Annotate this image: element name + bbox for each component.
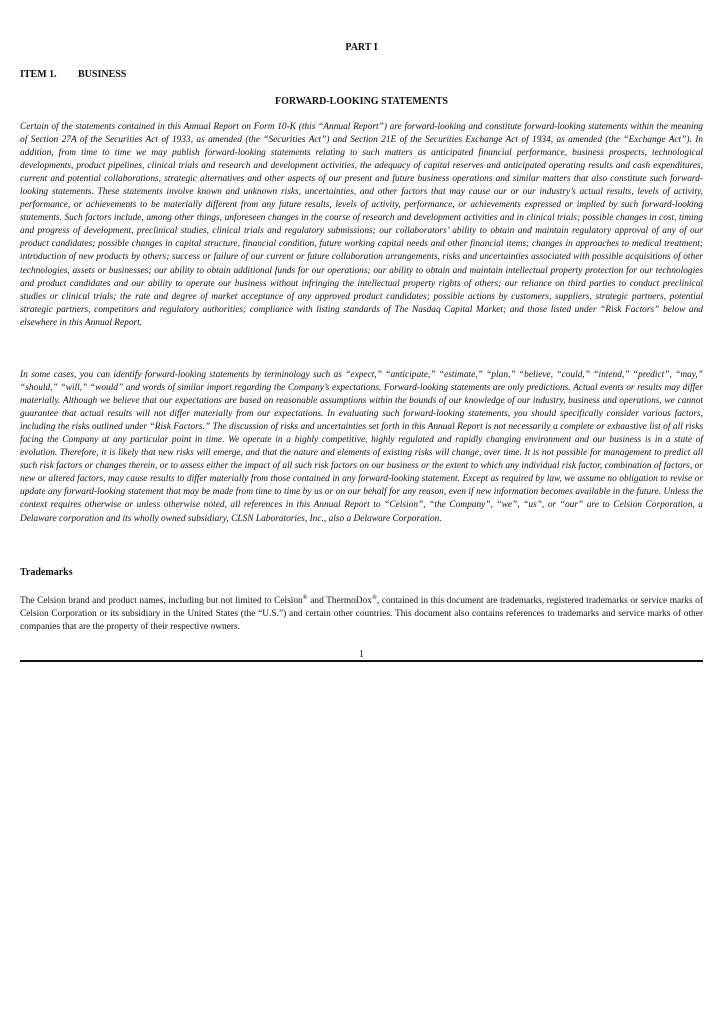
trademarks-paragraph (20, 595, 703, 634)
item-title: BUSINESS (78, 69, 127, 80)
part-title: PART I (345, 42, 378, 53)
trademarks-heading: Trademarks (20, 567, 73, 578)
trademarks-text-middle: and ThermoDox (307, 596, 372, 606)
forward-looking-paragraph-1: Certain of the statements contained in this Annual Report on Form 10-K (this “Annual Report”) are forward-looking and constitute forward-looking statements within the meaning of Section 27A of the Securities Act of 1933, as amended (the “Securities Act”) and Section 21E of the Securities Exchange Act of 1934, as amended (the “Exchange Act”). In addition, from time to time we may publish forward-looking statements relating to such matters as anticipated financial performance, business prospects, technological developments, product pipelines, clinical trials and research and development activities, the adequacy of capital reserves and anticipated operating results and cash expenditures, current and potential collaborations, strategic alternatives and other aspects of our present and future business operations and similar matters that also constitute such forward-looking statements. These statements involve known and unknown risks, uncertainties, and other factors that may cause our or our industry’s actual results, levels of activity, performance, or achievements to be materially different from any future results, levels of activity, performance, or achievements expressed or implied by such forward-looking statements. Such factors include, among other things, unforeseen changes in the course of research and development activities and in clinical trials; possible changes in cost, timing and progress of development, preclinical studies, clinical trials and regulatory submissions; our collaborators’ ability to obtain and maintain regulatory approval of any of our product candidates; possible changes in capital structure, financial condition, future working capital needs and other financial items; changes in approaches to medical treatment; introduction of new products by others; success or failure of our current or future collaboration arrangements, risks and uncertainties associated with possible acquisitions of other technologies, assets or businesses; our ability to obtain additional funds for our operations; our ability to obtain and maintain intellectual property protection for our technologies and product candidates and our ability to operate our business without infringing the intellectual property rights of others; our reliance on third parties to conduct preclinical studies or clinical trials; the rate and degree of market acceptance of any approved product candidates; possible actions by customers, suppliers, strategic partners, potential strategic partners, competitors and regulatory authorities; compliance with listing standards of The Nasdaq Capital Market; and those listed under “Risk Factors” below and elsewhere in this Annual Report. (20, 122, 703, 328)
item-number: ITEM 1. (20, 69, 57, 80)
trademarks-text-before: The Celsion brand and product names, including but not limited to Celsion (20, 596, 303, 606)
registered-mark: ® (302, 593, 308, 601)
page-number: 1 (359, 649, 364, 660)
footer-divider (20, 660, 703, 662)
section-heading: FORWARD-LOOKING STATEMENTS (275, 96, 448, 107)
trademarks-text-after: , contained in this document are trademarks, registered trademarks or service marks of Celsion Corporation or its subsidiary in the United States (the “U.S.”) and certain other countries. This document also contains references to trademarks and service marks of other companies that are the property of their respective owners. (20, 596, 703, 633)
forward-looking-paragraph-2: In some cases, you can identify forward-looking statements by terminology such as “expect,” “anticipate,” “estimate,” “plan,” “believe, “could,” “intend,” “predict”, “may,” “should,” “will,” “would” and words of similar import regarding the Company’s expectations. Forward-looking statements are only predictions. Actual events or results may differ materially. Although we believe that our expectations are based on reasonable assumptions within the bounds of our knowledge of our industry, business and operations, we cannot guarantee that actual results will not differ materially from our expectations. In evaluating such forward-looking statements, you should specifically consider various factors, including the risks outlined under “Risk Factors.” The discussion of risks and uncertainties set forth in this Annual Report is not necessarily a complete or exhaustive list of all risks facing the Company at any particular point in time. We operate in a highly competitive, highly regulated and rapidly changing environment and our business is in a state of evolution. Therefore, it is likely that new risks will emerge, and that the nature and elements of existing risks will change, over time. It is not possible for management to predict all such risk factors or changes therein, or to assess either the impact of all such risk factors on our business or the extent to which any individual risk factor, combination of factors, or new or altered factors, may cause results to differ materially from those contained in any forward-looking statement. Except as required by law, we assume no obligation to revise or update any forward-looking statement that may be made from time to time by us or on our behalf for any reason, even if new information becomes available in the future. Unless the context requires otherwise or unless otherwise noted, all references in this Annual Report to “Celsion”, “the Company”, “we”, “us”, or “our” are to Celsion Corporation, a Delaware corporation and its wholly owned subsidiary, CLSN Laboratories, Inc., also a Delaware Corporation. (20, 370, 703, 524)
registered-mark: ® (371, 593, 377, 601)
